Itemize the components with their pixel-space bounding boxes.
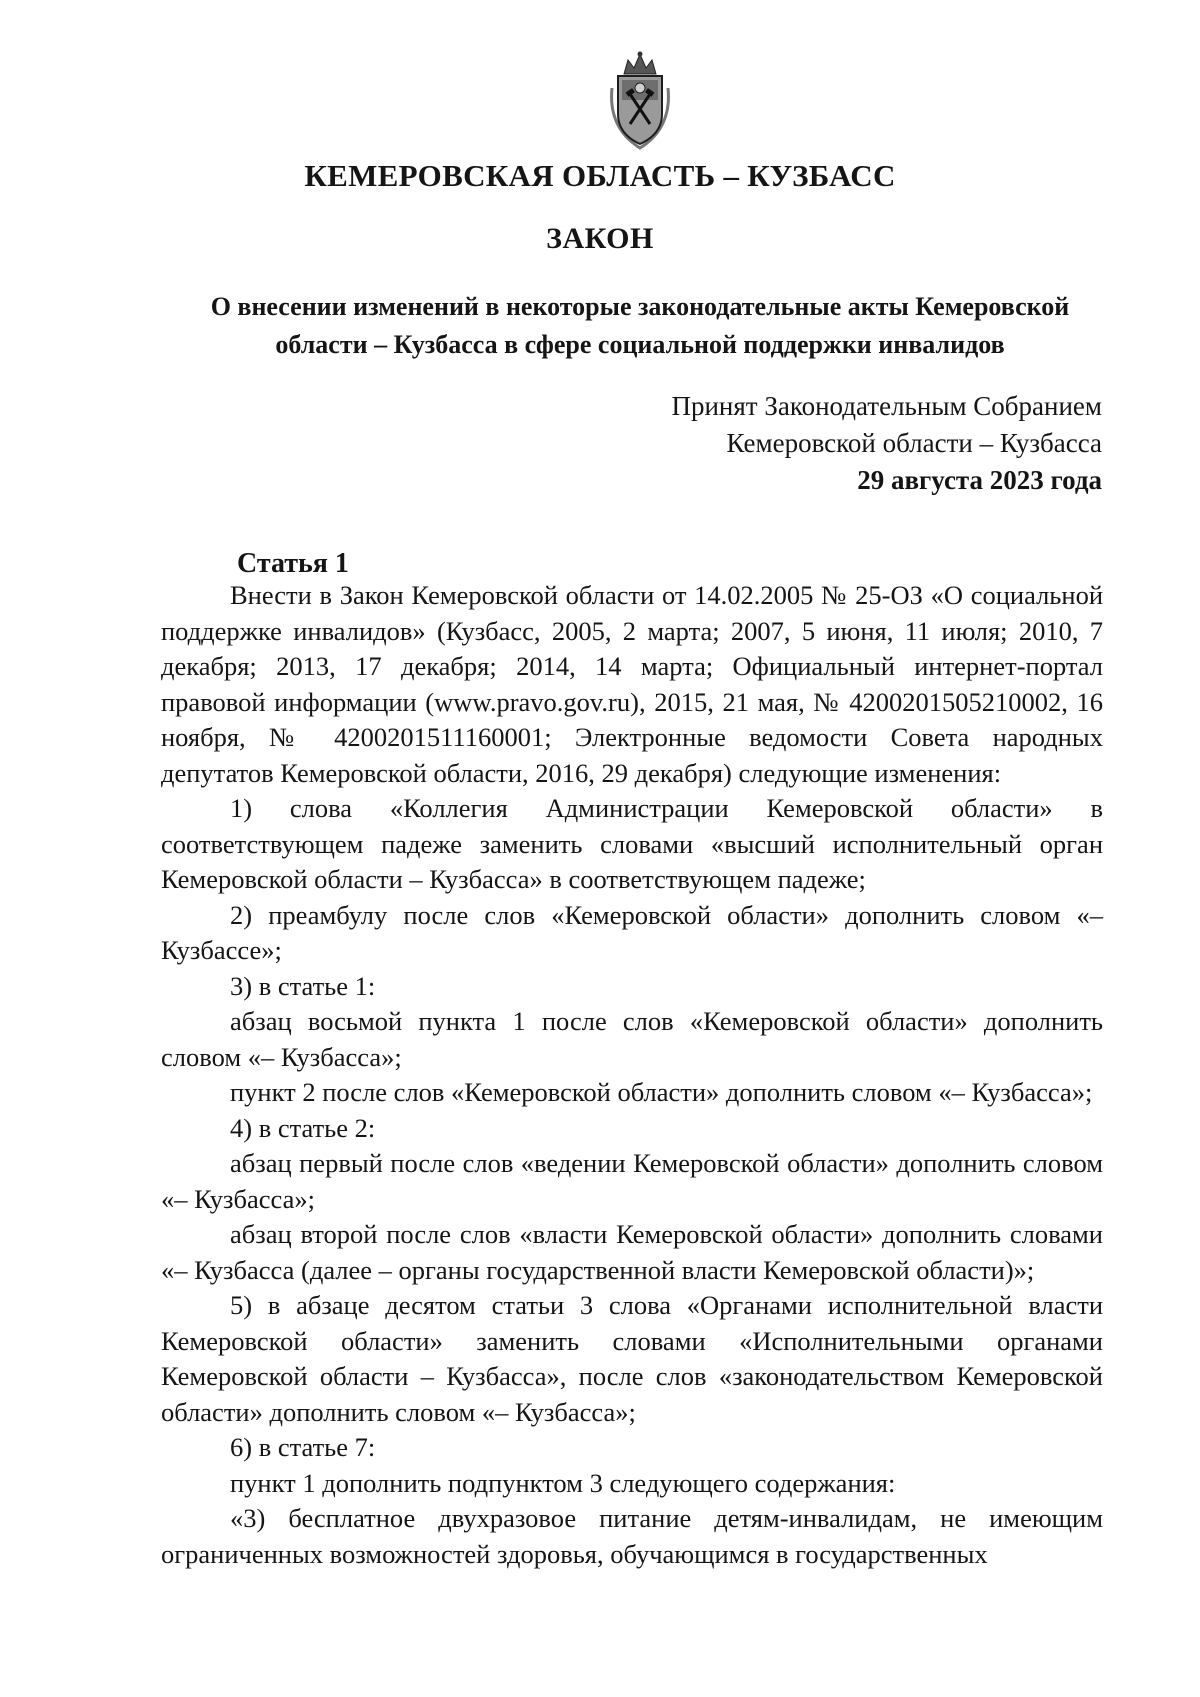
article-paragraph: пункт 1 дополнить подпунктом 3 следующего содержания:: [230, 1467, 896, 1498]
article-paragraph: пункт 2 после слов «Кемеровской области» дополнить словом «– Кузбасса»;: [230, 1077, 1093, 1107]
adoption-date: 29 августа 2023 года: [857, 465, 1102, 495]
document-type: ЗАКОН: [546, 222, 654, 255]
coat-of-arms-icon: [606, 48, 674, 152]
article-paragraph: 4) в статье 2:: [230, 1112, 376, 1143]
adoption-line-2: Кемеровской области – Кузбасса: [726, 428, 1102, 458]
adoption-line-1: Принят Законодательным Собранием: [671, 391, 1102, 421]
article-paragraph: абзац первый после слов «ведении Кемеровской области» дополнить словом «– Кузбасса»;: [161, 1148, 1103, 1214]
region-heading: КЕМЕРОВСКАЯ ОБЛАСТЬ – КУЗБАСС: [304, 158, 896, 193]
law-title: О внесении изменений в некоторые законодательные акты Кемеровской области – Кузбасса в сфере социальной поддержки инвалидов: [210, 292, 1070, 359]
article-paragraph: 1) слова «Коллегия Администрации Кемеровской области» в соответствующем падеже заменить словами «высший исполнительный орган Кемеровской области – Кузбасса» в соответствующем падеже;: [161, 793, 1103, 894]
article-paragraph: 6) в статье 7:: [230, 1432, 376, 1462]
article-paragraph: абзац второй после слов «власти Кемеровской области» дополнить словами «– Кузбасса (далее – органы государственной власти Кемеровской области)»;: [161, 1219, 1103, 1285]
article-paragraph: «3) бесплатное двухразовое питание детям-инвалидам, не имеющим ограниченных возможностей здоровья, обучающимся в государственных: [161, 1503, 1103, 1569]
article-heading: Статья 1: [237, 548, 349, 579]
article-body: [161, 578, 1103, 1572]
article-paragraph: 5) в абзаце десятом статьи 3 слова «Органами исполнительной власти Кемеровской области» заменить словами «Исполнительными органами Кемеровской области – Кузбасса», после слов «законодательством Кемеровской области» дополнить словом «– Кузбасса»;: [161, 1290, 1103, 1427]
article-paragraph: 3) в статье 1:: [230, 970, 376, 1001]
adoption-block: [502, 388, 1102, 499]
article-paragraph: Внести в Закон Кемеровской области от 14.02.2005 № 25-ОЗ «О социальной поддержке инвалидов» (Кузбасс, 2005, 2 марта; 2007, 5 июня, 11 июля; 2010, 7 декабря; 2013, 17 декабря; 2014, 14 марта; Официальный интернет-портал правовой информации (www.pravo.gov.ru), 2015, 21 мая, № 4200201505210002, 16 ноября, № 4200201511160001; Электронные ведомости Совета народных депутатов Кемеровской области, 2016, 29 декабря) следующие изменения:: [161, 580, 1103, 788]
article-paragraph: абзац восьмой пункта 1 после слов «Кемеровской области» дополнить словом «– Кузбасса»;: [161, 1006, 1103, 1072]
article-paragraph: 2) преамбулу после слов «Кемеровской области» дополнить словом «– Кузбассе»;: [161, 899, 1103, 965]
